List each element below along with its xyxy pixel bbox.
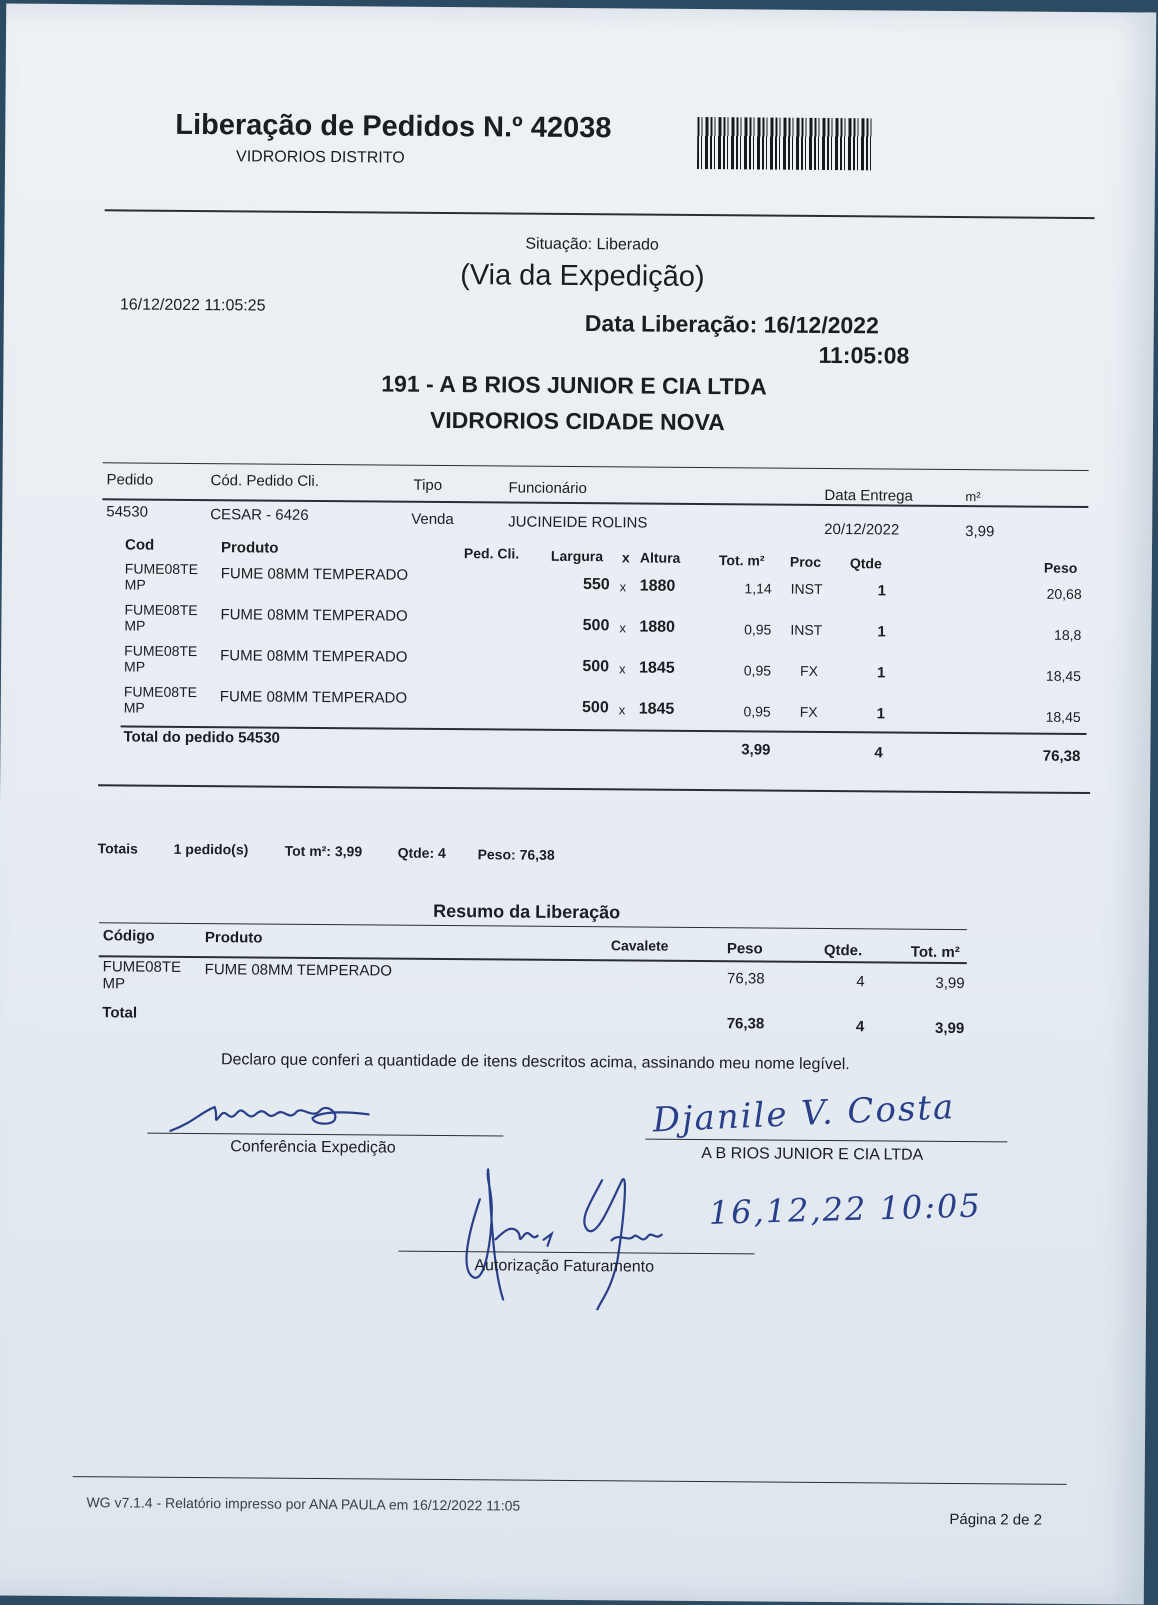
summary-m2: 3,99 xyxy=(935,974,965,993)
printed-datetime: 16/12/2022 11:05:25 xyxy=(119,296,266,315)
summary-total-m2: 3,99 xyxy=(934,1019,965,1038)
summary-col-codigo: Código xyxy=(102,927,155,945)
item-product: FUME 08MM TEMPERADO xyxy=(220,565,409,584)
totals-weight: Peso: 76,38 xyxy=(477,846,555,863)
items-col-largura: Largura xyxy=(550,547,604,565)
declaration-text: Declaro que conferi a quantidade de itens descritos acima, assinando meu nome legível. xyxy=(220,1051,850,1074)
item-width: 500 xyxy=(582,658,610,676)
summary-col-peso: Peso xyxy=(726,940,763,958)
order-type: Venda xyxy=(411,510,454,529)
item-width: 500 xyxy=(582,617,610,635)
summary-qtde: 4 xyxy=(856,973,865,991)
items-col-x: x xyxy=(621,549,630,566)
summary-col-qtde: Qtde. xyxy=(823,941,863,960)
item-weight: 18,8 xyxy=(1054,626,1082,643)
item-height: 1880 xyxy=(639,618,676,636)
item-width: 500 xyxy=(581,699,609,717)
col-funcionario: Funcionário xyxy=(508,479,587,498)
signature-autorizacao xyxy=(451,1159,692,1311)
signature-label-client: A B RIOS JUNIOR E CIA LTDA xyxy=(701,1145,924,1164)
handwritten-client-name: Djanile V. Costa xyxy=(651,1087,957,1141)
order-client-code: CESAR - 6426 xyxy=(210,506,309,524)
order-total-m2: 3,99 xyxy=(741,741,771,759)
items-col-tot-m2: Tot. m² xyxy=(718,552,765,569)
order-total-weight: 76,38 xyxy=(1042,747,1081,765)
item-proc: FX xyxy=(799,662,819,679)
item-x: x xyxy=(619,579,627,595)
signature-line-client xyxy=(645,1139,1007,1143)
item-tot-m2: 0,95 xyxy=(743,703,771,720)
item-product: FUME 08MM TEMPERADO xyxy=(220,647,408,666)
item-proc: INST xyxy=(790,580,823,597)
item-proc: FX xyxy=(799,703,818,720)
status-text: Situação: Liberado xyxy=(525,235,659,254)
signature-line-autorizacao xyxy=(398,1251,754,1255)
items-col-cod: Cod xyxy=(124,536,155,554)
item-weight: 18,45 xyxy=(1045,708,1081,725)
col-cod-pedido-cli: Cód. Pedido Cli. xyxy=(210,472,319,490)
summary-col-tot-m2: Tot. m² xyxy=(910,943,960,962)
item-height: 1845 xyxy=(638,700,675,718)
order-delivery-date: 20/12/2022 xyxy=(824,520,900,539)
footer-rule xyxy=(73,1476,1067,1485)
item-product: FUME 08MM TEMPERADO xyxy=(220,606,408,625)
item-height: 1880 xyxy=(639,577,676,595)
item-weight: 20,68 xyxy=(1046,585,1082,602)
document-page xyxy=(0,4,1156,1605)
totals-m2: Tot m²: 3,99 xyxy=(284,842,363,860)
summary-code: FUME08TE MP xyxy=(102,958,182,993)
totals-label: Totais xyxy=(97,840,138,857)
signature-conferencia xyxy=(162,1093,392,1139)
summary-col-produto: Produto xyxy=(204,929,263,947)
release-date: Data Liberação: 16/12/2022 xyxy=(584,310,879,339)
order-total-label: Total do pedido 54530 xyxy=(123,728,280,747)
summary-weight: 76,38 xyxy=(727,970,765,988)
order-employee: JUCINEIDE ROLINS xyxy=(508,513,648,532)
item-code: FUME08TE MP xyxy=(123,683,198,716)
signature-line-conferencia xyxy=(147,1133,503,1137)
item-product: FUME 08MM TEMPERADO xyxy=(219,688,408,707)
item-weight: 18,45 xyxy=(1045,667,1082,684)
items-col-altura: Altura xyxy=(639,549,681,566)
item-qtde: 1 xyxy=(876,664,886,682)
order-number: 54530 xyxy=(106,503,149,521)
summary-total-label: Total xyxy=(102,1004,138,1022)
client-name: 191 - A B RIOS JUNIOR E CIA LTDA xyxy=(381,370,767,400)
item-tot-m2: 0,95 xyxy=(743,662,772,679)
order-total-qtde: 4 xyxy=(874,744,883,762)
items-col-proc: Proc xyxy=(789,553,822,570)
store-name: VIDRORIOS CIDADE NOVA xyxy=(429,406,725,436)
summary-title: Resumo da Liberação xyxy=(433,900,621,923)
order-m2: 3,99 xyxy=(965,523,995,541)
item-x: x xyxy=(619,661,626,677)
items-col-produto: Produto xyxy=(220,539,279,557)
items-bottom-rule xyxy=(98,784,1090,794)
summary-total-weight: 76,38 xyxy=(726,1015,765,1033)
items-col-qtde: Qtde xyxy=(849,555,882,572)
summary-col-cavalete: Cavalete xyxy=(610,937,669,954)
col-pedido: Pedido xyxy=(106,471,154,489)
summary-total-qtde: 4 xyxy=(855,1018,865,1036)
item-code: FUME08TE MP xyxy=(124,642,198,675)
document-title: Liberação de Pedidos N.º 42038 xyxy=(175,108,612,145)
item-tot-m2: 1,14 xyxy=(744,580,772,597)
order-top-rule xyxy=(103,462,1089,471)
item-qtde: 1 xyxy=(877,623,886,641)
item-height: 1845 xyxy=(639,659,675,677)
branch-name: VIDRORIOS DISTRITO xyxy=(236,148,405,167)
items-col-peso: Peso xyxy=(1043,559,1078,576)
item-x: x xyxy=(619,620,626,636)
item-tot-m2: 0,95 xyxy=(744,621,772,638)
handwritten-date: 16,12,22 10:05 xyxy=(708,1186,983,1232)
items-col-ped-cli: Ped. Cli. xyxy=(463,545,520,562)
signature-label-conferencia: Conferência Expedição xyxy=(230,1138,396,1157)
col-m2: m² xyxy=(965,489,981,505)
totals-qtde: Qtde: 4 xyxy=(397,844,446,861)
item-code: FUME08TE MP xyxy=(124,601,198,634)
summary-product: FUME 08MM TEMPERADO xyxy=(204,961,392,980)
item-width: 550 xyxy=(582,576,610,594)
col-tipo: Tipo xyxy=(413,476,443,494)
header-divider xyxy=(105,209,1095,219)
totals-orders: 1 pedido(s) xyxy=(173,840,249,858)
item-code: FUME08TE MP xyxy=(124,560,199,593)
copy-type: (Via da Expedição) xyxy=(460,259,705,294)
item-x: x xyxy=(618,702,626,718)
item-proc: INST xyxy=(790,621,823,638)
item-qtde: 1 xyxy=(876,705,886,723)
footer-printed-by: WG v7.1.4 - Relatório impresso por ANA PAULA em 16/12/2022 11:05 xyxy=(86,1494,521,1514)
footer-page-number: Página 2 de 2 xyxy=(949,1510,1043,1529)
signature-label-autorizacao: Autorização Faturamento xyxy=(474,1257,655,1276)
col-data-entrega: Data Entrega xyxy=(824,486,913,505)
barcode-image xyxy=(697,117,873,170)
release-time: 11:05:08 xyxy=(818,341,910,369)
item-qtde: 1 xyxy=(877,582,887,600)
